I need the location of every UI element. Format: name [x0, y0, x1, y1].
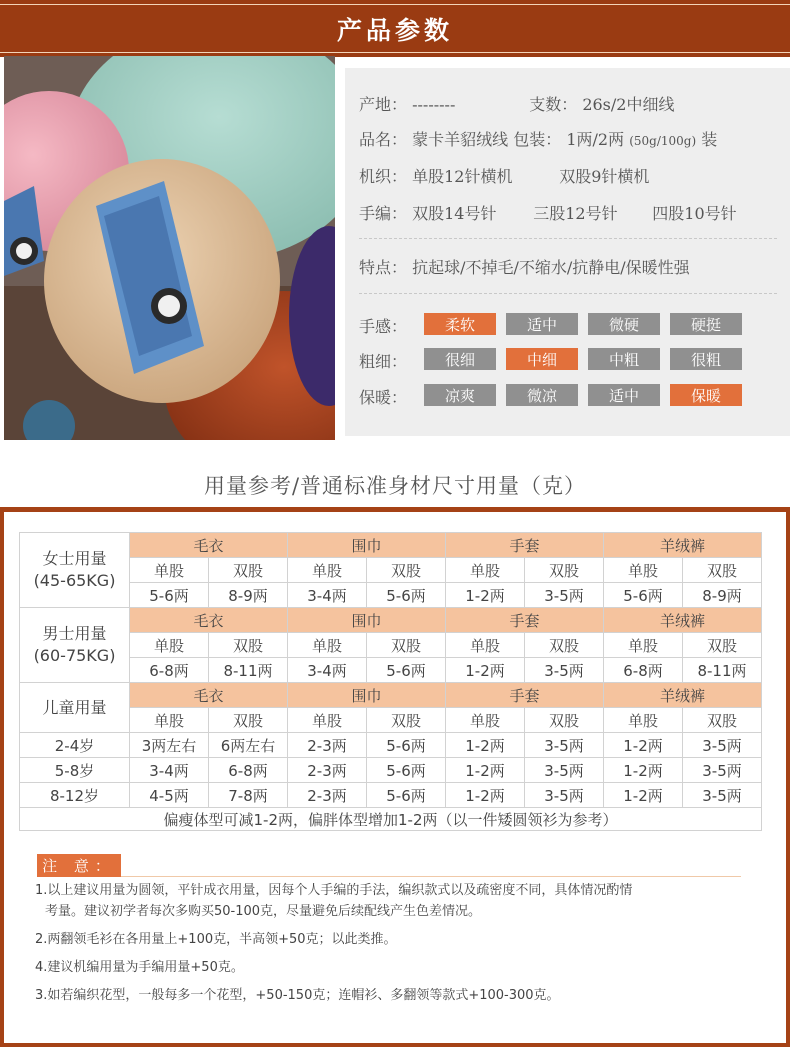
usage-value: 8-9两: [209, 583, 288, 608]
double-label: 双股: [367, 633, 446, 658]
parameters-panel: [345, 68, 790, 436]
category-header: 围巾: [288, 533, 446, 558]
notice-item: 考量。建议初学者每次多购买50-100克，尽量避免后续配线产生色差情况。: [45, 904, 482, 919]
rating-label: 保暖：: [359, 388, 408, 407]
hand-value-1: 双股14号针: [412, 204, 497, 223]
usage-value: 3-5两: [683, 733, 762, 758]
double-label: 双股: [209, 633, 288, 658]
table-row: [20, 683, 762, 708]
feature-row: [359, 255, 690, 278]
pack-suffix: 装: [701, 130, 718, 149]
kids-group-label: 儿童用量: [20, 683, 130, 733]
rating-tag: 中粗: [588, 348, 660, 370]
machine-value-1: 单股12针横机: [412, 167, 513, 186]
single-label: 单股: [288, 708, 367, 733]
usage-value: 1-2两: [446, 758, 525, 783]
usage-value: 1-2两: [604, 758, 683, 783]
usage-value: 6-8两: [130, 658, 209, 683]
usage-value: 2-3两: [288, 783, 367, 808]
divider: [359, 293, 777, 294]
rating-tag: 适中: [588, 384, 660, 406]
men-weight: (60-75KG): [33, 646, 116, 665]
product-photo: [4, 56, 335, 440]
women-weight: (45-65KG): [33, 571, 116, 590]
pack-label: 包装：: [513, 130, 562, 149]
notice-item: 4.建议机编用量为手编用量+50克。: [35, 960, 244, 975]
age-label: 5-8岁: [20, 758, 130, 783]
men-group-label: [20, 608, 130, 683]
machine-label: 机织：: [359, 167, 408, 186]
category-header: 手套: [446, 608, 604, 633]
women-group-label: [20, 533, 130, 608]
origin-value: --------: [412, 95, 456, 114]
rating-tag: 很粗: [670, 348, 742, 370]
usage-value: 3-4两: [130, 758, 209, 783]
table-row: [20, 608, 762, 633]
pack-sub: (50g/100g): [629, 134, 697, 148]
notice-list: [35, 880, 775, 1009]
category-header: 羊绒裤: [604, 608, 762, 633]
feature-value: 抗起球/不掉毛/不缩水/抗静电/保暖性强: [412, 258, 690, 277]
usage-value: 6-8两: [604, 658, 683, 683]
usage-value: 8-11两: [683, 658, 762, 683]
banner-title: 产品参数: [336, 15, 453, 45]
usage-value: 5-6两: [130, 583, 209, 608]
usage-value: 7-8两: [209, 783, 288, 808]
banner-frame: [0, 4, 790, 53]
usage-value: 8-9两: [683, 583, 762, 608]
usage-table-frame: [0, 507, 790, 1047]
single-label: 单股: [604, 558, 683, 583]
category-header: 毛衣: [130, 683, 288, 708]
usage-value: 3-5两: [683, 758, 762, 783]
double-label: 双股: [367, 558, 446, 583]
table-row: [20, 758, 762, 783]
usage-value: 5-6两: [367, 658, 446, 683]
single-label: 单股: [604, 708, 683, 733]
table-footnote: 偏瘦体型可减1-2两，偏胖体型增加1-2两（以一件矮圆领衫为参考）: [20, 808, 762, 831]
men-label: 男士用量: [42, 624, 107, 643]
usage-value: 3-5两: [525, 658, 604, 683]
single-label: 单股: [288, 633, 367, 658]
single-label: 单股: [446, 708, 525, 733]
yarn-balls-illustration: [4, 56, 335, 440]
usage-table-panel: [4, 512, 786, 1043]
usage-value: 5-6两: [367, 783, 446, 808]
table-row: [20, 783, 762, 808]
name-label: 品名：: [359, 130, 408, 149]
category-header: 毛衣: [130, 608, 288, 633]
category-header: 围巾: [288, 608, 446, 633]
single-label: 单股: [446, 558, 525, 583]
category-header: 羊绒裤: [604, 533, 762, 558]
table-row: [20, 658, 762, 683]
origin-label: 产地：: [359, 95, 408, 114]
double-label: 双股: [209, 558, 288, 583]
notice-tag: 注 意：: [37, 854, 121, 877]
age-label: 8-12岁: [20, 783, 130, 808]
rating-tag: 硬挺: [670, 313, 742, 335]
double-label: 双股: [683, 633, 762, 658]
hand-row: [359, 201, 737, 224]
usage-value: 1-2两: [446, 658, 525, 683]
usage-title: 用量参考/普通标准身材尺寸用量（克）: [203, 474, 587, 498]
machine-row: [359, 164, 649, 187]
single-label: 单股: [130, 633, 209, 658]
machine-value-2: 双股9针横机: [559, 167, 650, 186]
usage-value: 3两左右: [130, 733, 209, 758]
table-row: [20, 633, 762, 658]
hand-value-2: 三股12号针: [533, 204, 618, 223]
rating-tag: 适中: [506, 313, 578, 335]
usage-value: 1-2两: [446, 733, 525, 758]
double-label: 双股: [525, 708, 604, 733]
notice-item: 1.以上建议用量为圆领，平针成衣用量，因每个人手编的手法，编织款式以及疏密度不同，具体情况酌情: [35, 883, 633, 898]
single-label: 单股: [130, 558, 209, 583]
notice-item: 2.两翻领毛衫在各用量上+100克，半高领+50克；以此类推。: [35, 932, 397, 947]
table-row: [20, 533, 762, 558]
name-value: 蒙卡羊貂绒线: [412, 130, 509, 149]
rating-tag: 中细: [506, 348, 578, 370]
rating-tag: 很细: [424, 348, 496, 370]
rating-tag: 微凉: [506, 384, 578, 406]
category-header: 羊绒裤: [604, 683, 762, 708]
table-row: [20, 558, 762, 583]
category-header: 手套: [446, 683, 604, 708]
usage-value: 1-2两: [446, 783, 525, 808]
table-row: [20, 808, 762, 831]
single-label: 单股: [130, 708, 209, 733]
count-value: 26s/2中细线: [582, 95, 675, 114]
usage-value: 5-6两: [604, 583, 683, 608]
age-label: 2-4岁: [20, 733, 130, 758]
category-header: 围巾: [288, 683, 446, 708]
rating-label: 手感：: [359, 317, 408, 336]
usage-value: 1-2两: [604, 783, 683, 808]
notice-item: 3.如若编织花型，一般每多一个花型，+50-150克；连帽衫、多翻领等款式+100-300克。: [35, 988, 560, 1003]
usage-value: 5-6两: [367, 733, 446, 758]
feature-label: 特点：: [359, 258, 408, 277]
category-header: 手套: [446, 533, 604, 558]
table-row: [20, 583, 762, 608]
rating-tag: 保暖: [670, 384, 742, 406]
category-header: 毛衣: [130, 533, 288, 558]
table-row: [20, 733, 762, 758]
usage-value: 2-3两: [288, 758, 367, 783]
name-row: [359, 127, 717, 150]
usage-value: 8-11两: [209, 658, 288, 683]
divider: [359, 238, 777, 239]
usage-value: 3-5两: [525, 758, 604, 783]
rating-tag: 柔软: [424, 313, 496, 335]
rating-label: 粗细：: [359, 352, 408, 371]
usage-value: 3-4两: [288, 583, 367, 608]
double-label: 双股: [683, 558, 762, 583]
single-label: 单股: [288, 558, 367, 583]
usage-value: 1-2两: [446, 583, 525, 608]
rating-tag: 微硬: [588, 313, 660, 335]
usage-value: 6两左右: [209, 733, 288, 758]
usage-value: 5-6两: [367, 758, 446, 783]
hand-label: 手编：: [359, 204, 408, 223]
notice-divider: [121, 876, 741, 877]
double-label: 双股: [683, 708, 762, 733]
usage-value: 3-5两: [683, 783, 762, 808]
origin-row: [359, 92, 674, 115]
usage-value: 3-5两: [525, 583, 604, 608]
single-label: 单股: [604, 633, 683, 658]
usage-table: [19, 532, 762, 831]
usage-value: 6-8两: [209, 758, 288, 783]
usage-value: 1-2两: [604, 733, 683, 758]
header-banner: [0, 0, 790, 57]
usage-value: 2-3两: [288, 733, 367, 758]
usage-value: 4-5两: [130, 783, 209, 808]
single-label: 单股: [446, 633, 525, 658]
women-label: 女士用量: [42, 549, 107, 568]
double-label: 双股: [367, 708, 446, 733]
double-label: 双股: [525, 633, 604, 658]
double-label: 双股: [209, 708, 288, 733]
hand-value-3: 四股10号针: [652, 204, 737, 223]
usage-value: 3-5两: [525, 783, 604, 808]
count-label: 支数：: [529, 95, 578, 114]
pack-value: 1两/2两: [566, 130, 625, 149]
double-label: 双股: [525, 558, 604, 583]
usage-value: 5-6两: [367, 583, 446, 608]
table-row: [20, 708, 762, 733]
rating-tag: 凉爽: [424, 384, 496, 406]
usage-value: 3-4两: [288, 658, 367, 683]
usage-value: 3-5两: [525, 733, 604, 758]
